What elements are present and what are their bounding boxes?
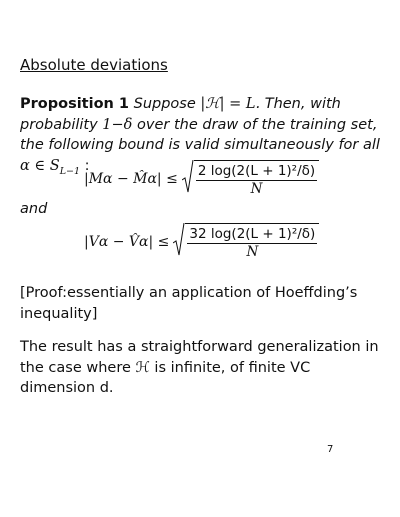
proposition-statement-post: over the draw of the training set, the following bound is valid simultaneously for all bbox=[20, 116, 380, 153]
equation-1-numerator: 2 log(2(L + 1)²/δ) bbox=[197, 163, 316, 179]
condition-alpha-main: α ∈ S bbox=[20, 157, 60, 174]
result-paragraph: The result has a straightforward generalization in the case where ℋ is infinite, of finite VC dimension d. bbox=[20, 339, 379, 396]
equation-1-denominator: N bbox=[250, 181, 263, 197]
proposition-label: Proposition 1 bbox=[20, 96, 130, 112]
condition-alpha bbox=[20, 157, 81, 177]
proposition-statement-pre: Suppose bbox=[133, 96, 196, 112]
equation-1-lhs: |Mα − M̂α| ≤ bbox=[84, 170, 178, 187]
proof-note: [Proof:essentially an application of Hoeffding’s inequality] bbox=[20, 285, 358, 322]
condition-probability: 1−δ bbox=[102, 116, 133, 133]
equation-mean-deviation bbox=[84, 157, 319, 197]
equation-2-radical bbox=[173, 223, 319, 260]
equation-variance-deviation bbox=[84, 223, 319, 260]
equation-2-denominator: N bbox=[246, 244, 259, 260]
condition-colon: : bbox=[84, 157, 90, 174]
sqrt-sign-icon bbox=[182, 160, 194, 194]
equation-1-fraction bbox=[194, 160, 319, 197]
connector-and: and bbox=[20, 201, 48, 217]
proposition-statement-mid: Then, with probability bbox=[20, 96, 341, 133]
page-number: 7 bbox=[327, 444, 334, 455]
sqrt-sign-icon bbox=[173, 223, 185, 257]
equation-1-radical bbox=[182, 160, 319, 197]
equation-2-numerator: 32 log(2(L + 1)²/δ) bbox=[189, 226, 316, 242]
condition-alpha-subscript: L−1 bbox=[59, 165, 81, 177]
equation-2-fraction bbox=[185, 223, 319, 260]
section-heading: Absolute deviations bbox=[20, 56, 168, 74]
equation-2-lhs: |Vα − V̂α| ≤ bbox=[84, 233, 170, 250]
condition-hypothesis-size: |ℋ| = L. bbox=[200, 96, 261, 112]
